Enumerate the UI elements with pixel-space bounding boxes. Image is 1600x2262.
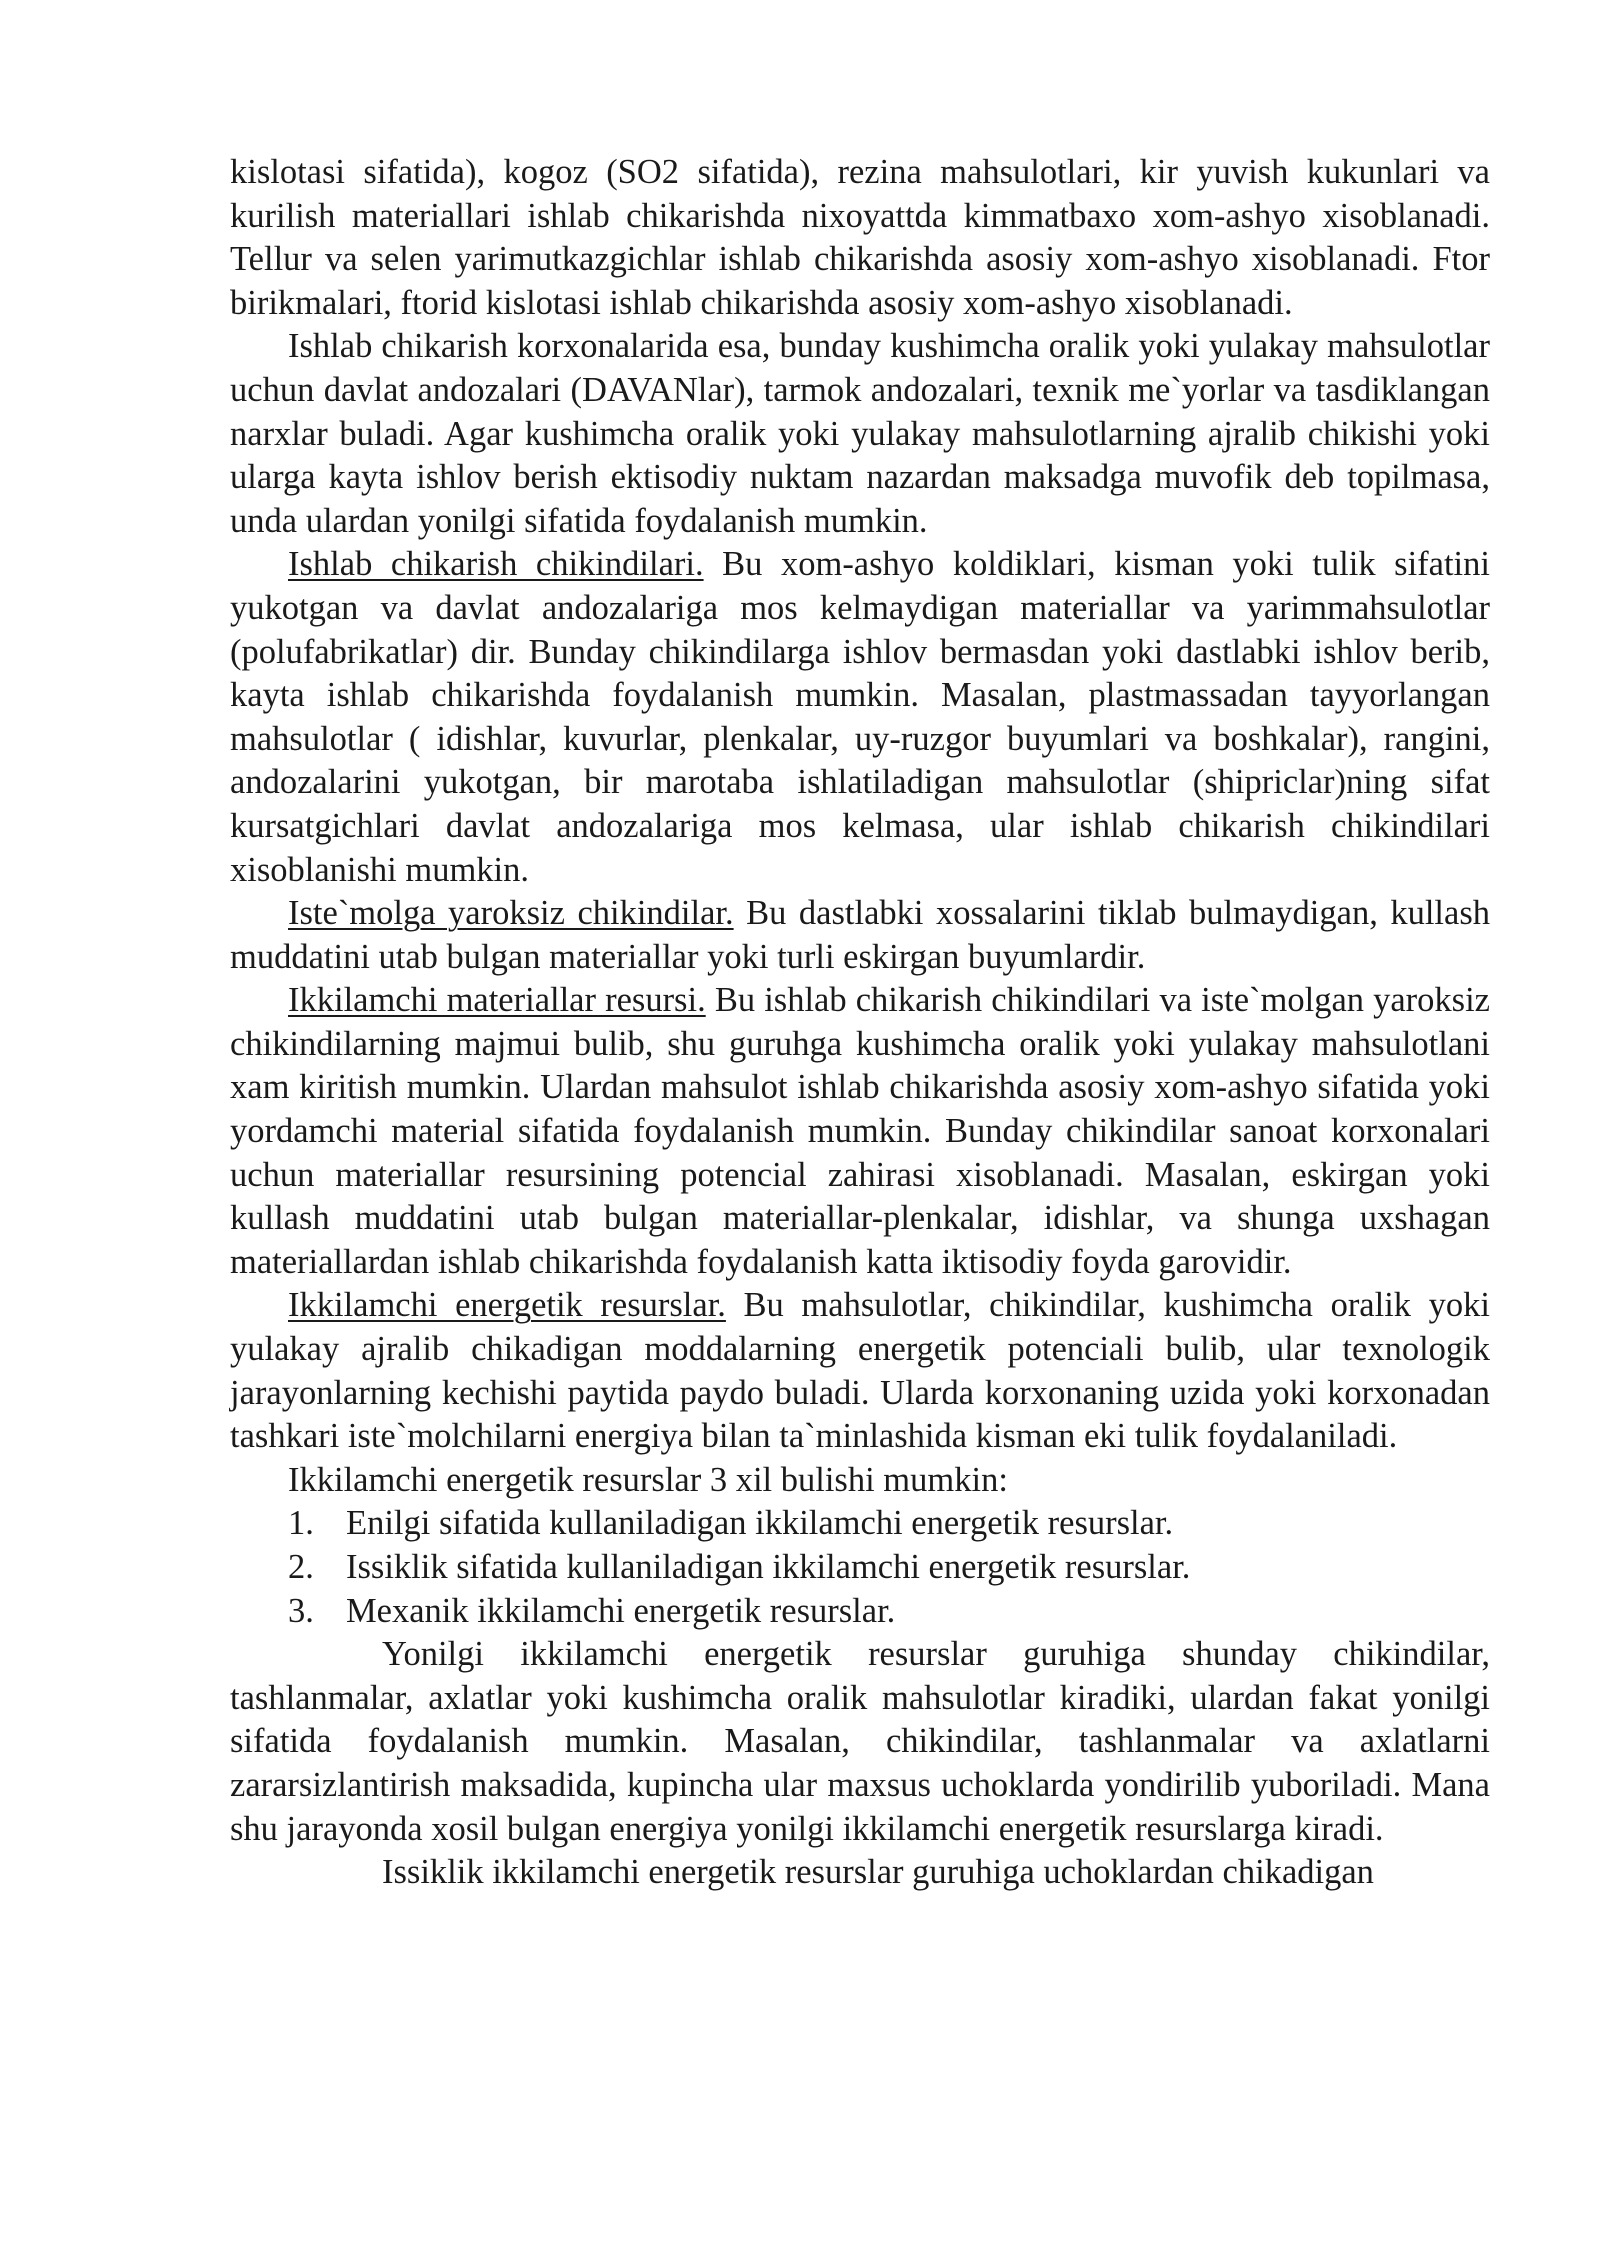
term-consumption-waste: Iste`molga yaroksiz chikindilar. xyxy=(288,894,734,933)
list-item xyxy=(230,1546,1490,1590)
list-item-number: 1. xyxy=(288,1504,314,1543)
list-item-text: Issiklik sifatida kullaniladigan ikkilamchi energetik resurslar. xyxy=(346,1548,1191,1586)
document-page xyxy=(230,151,1490,1895)
list-item-number: 2. xyxy=(288,1548,314,1586)
definition-consumption-waste: Bu dastlabki xossalarini tiklab bulmaydigan, kullash muddatini utab bulgan materiallar yoki turli eskirgan buyumlardir. xyxy=(230,894,1490,976)
paragraph-consumption-waste xyxy=(230,892,1490,979)
term-secondary-energy: Ikkilamchi energetik resurslar. xyxy=(288,1286,726,1325)
paragraph-production-enterprises: Ishlab chikarish korxonalarida esa, bunday kushimcha oralik yoki yulakay mahsulotlar uchun davlat andozalari (DAVANlar), tarmok andozalari, texnik me`yorlar va tasdiklangan narxlar buladi. Agar kushimcha oralik yoki yulakay mahsulotlarning ajralib chikishi yoki ularga kayta ishlov berish ektisodiy nuktam nazardan maksadga muvofik deb topilmasa, unda ulardan yonilgi sifatida foydalanish mumkin. xyxy=(230,327,1490,540)
list-item-text: Enilgi sifatida kullaniladigan ikkilamchi energetik resurslar. xyxy=(346,1504,1174,1543)
list-item xyxy=(230,1502,1490,1546)
definition-production-waste: Bu xom-ashyo koldiklari, kisman yoki tulik sifatini yukotgan va davlat andozalariga mos kelmaydigan materiallar va yarimmahsulotlar (polufabrikatlar) dir. Bunday chikindilarga ishlov bermasdan yoki dastlabki ishlov berib, kayta ishlab chikarishda foydalanish mumkin. Masalan, plastmassadan tayyorlangan mahsulotlar ( idishlar, kuvurlar, plenkalar, uy-ruzgor buyumlari va boshkalar), rangini, andozalarini yukotgan, bir marotaba ishlatiladigan mahsulotlar (shipriclar)ning sifat kursatgichlari davlat andozalariga mos kelmasa, ular ishlab chikarish chikindilari xisoblanishi mumkin. xyxy=(230,545,1490,889)
paragraph-continuation: kislotasi sifatida), kogoz (SO2 sifatida), rezina mahsulotlari, kir yuvish kukunlari va kurilish materiallari ishlab chikarishda nixoyattda kimmatbaxo xom-ashyo xisoblanadi. Tellur va selen yarimutkazgichlar ishlab chikarishda asosiy xom-ashyo xisoblanadi. Ftor birikmalari, ftorid kislotasi ishlab chikarishda asosiy xom-ashyo xisoblanadi. xyxy=(230,153,1490,322)
list-intro: Ikkilamchi energetik resurslar 3 xil bulishi mumkin: xyxy=(288,1460,1008,1499)
definition-secondary-energy: Bu mahsulotlar, chikindilar, kushimcha oralik yoki yulakay ajralib chikadigan moddalarning energetik potenciali bulib, ular texnologik jarayonlarning kechishi paytida paydo buladi. Ularda korxonaning uzida yoki korxonadan tashkari iste`molchilarni energiya bilan ta`minlashida kisman eki tulik foydalaniladi. xyxy=(230,1286,1490,1456)
term-production-waste: Ishlab chikarish chikindilari. xyxy=(288,545,704,584)
term-secondary-materials: Ikkilamchi materiallar resursi. xyxy=(288,981,706,1020)
list-item-text: Mexanik ikkilamchi energetik resurslar. xyxy=(346,1591,896,1630)
paragraph-fuel-resources: Yonilgi ikkilamchi energetik resurslar guruhiga shunday chikindilar, tashlanmalar, axlatlar yoki kushimcha oralik mahsulotlar kiradiki, ulardan fakat yonilgi sifatida foydalanish mumkin. Masalan, chikindilar, tashlanmalar va axlatlarni zararsizlantirish maksadida, kupincha ular maxsus uchoklarda yondirilib yuboriladi. Mana shu jarayonda xosil bulgan energiya yonilgi ikkilamchi energetik resurslarga kiradi. xyxy=(230,1635,1490,1848)
energy-resource-types-list xyxy=(230,1502,1490,1633)
definition-secondary-materials: Bu ishlab chikarish chikindilari va iste`molgan yaroksiz chikindilarning majmui bulib, shu guruhga kushimcha oralik yoki yulakay mahsulotlani xam kiritish mumkin. Ulardan mahsulot ishlab chikarishda asosiy xom-ashyo sifatida yoki yordamchi material sifatida foydalanish mumkin. Bunday chikindilar sanoat korxonalari uchun materiallar resursining potencial zahirasi xisoblanadi. Masalan, eskirgan yoki kullash muddatini utab bulgan materiallar-plenkalar, idishlar, va shunga uxshagan materiallardan ishlab chikarishda foydalanish katta iktisodiy foyda garovidir. xyxy=(230,981,1490,1281)
paragraph-heat-resources: Issiklik ikkilamchi energetik resurslar guruhiga uchoklardan chikadigan xyxy=(382,1853,1374,1892)
list-item-number: 3. xyxy=(288,1591,314,1630)
paragraph-secondary-materials xyxy=(230,979,1490,1284)
paragraph-secondary-energy xyxy=(230,1284,1490,1458)
paragraph-production-waste xyxy=(230,543,1490,892)
list-item xyxy=(230,1590,1490,1634)
